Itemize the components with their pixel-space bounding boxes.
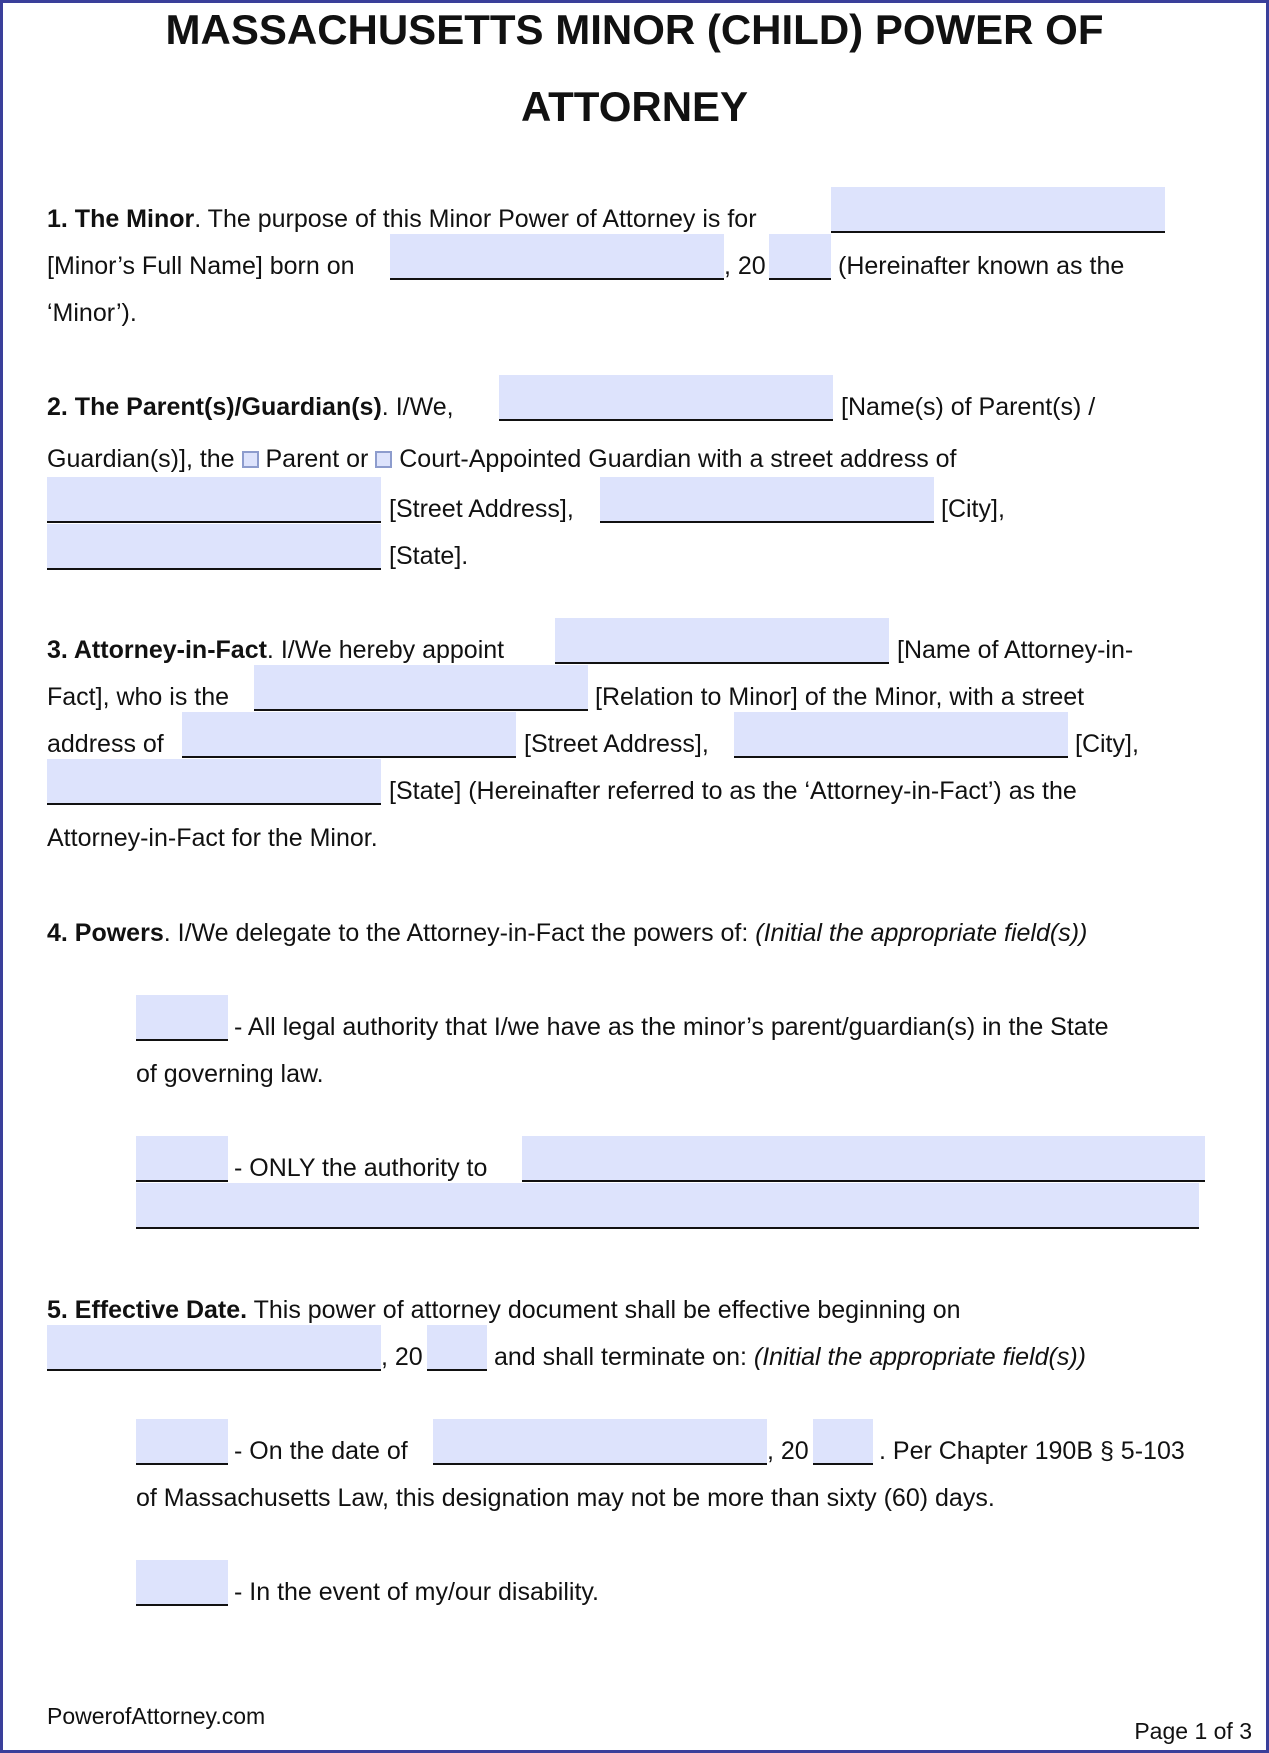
- section-5-instruction: (Initial the appropriate field(s)): [753, 1343, 1086, 1371]
- section-2-heading: 2. The Parent(s)/Guardian(s): [47, 393, 382, 421]
- section-1-line-2c: (Hereinafter known as the: [838, 252, 1125, 280]
- initial-termination-disability-field[interactable]: [136, 1560, 228, 1606]
- section-3-line-2a: Fact], who is the: [47, 683, 230, 711]
- termination-option-date-label: - On the date of: [234, 1437, 408, 1465]
- relation-to-minor-field[interactable]: [254, 665, 588, 711]
- section-2-line-1b: [Name(s) of Parent(s) /: [841, 393, 1096, 421]
- attorney-city-field[interactable]: [734, 712, 1068, 758]
- section-1-line-1: 1. The Minor. The purpose of this Minor Power of Attorney is for: [47, 205, 757, 233]
- document-title-line-1: MASSACHUSETTS MINOR (CHILD) POWER OF: [165, 6, 1104, 53]
- minor-birth-year-field[interactable]: [769, 234, 831, 280]
- termination-option-date-chapter: . Per Chapter 190B § 5-103: [879, 1437, 1185, 1465]
- attorney-street-address-field[interactable]: [182, 712, 516, 758]
- section-3-line-3b: [Street Address],: [524, 730, 709, 758]
- initial-termination-date-field[interactable]: [136, 1419, 228, 1465]
- section-5-line-2b: and shall terminate on: (Initial the appropriate field(s)): [494, 1343, 1086, 1371]
- section-3-line-1a: 3. Attorney-in-Fact. I/We hereby appoint: [47, 636, 505, 664]
- limited-authority-field-2[interactable]: [136, 1183, 1199, 1229]
- section-5-line-1: 5. Effective Date. This power of attorney document shall be effective beginning on: [47, 1296, 961, 1324]
- termination-year-field[interactable]: [813, 1419, 873, 1465]
- section-3-line-2b: [Relation to Minor] of the Minor, with a street: [595, 683, 1085, 711]
- section-3-line-1b: [Name of Attorney-in-: [897, 636, 1134, 664]
- attorney-name-field[interactable]: [555, 618, 889, 664]
- limited-authority-field-1[interactable]: [522, 1136, 1205, 1182]
- power-option-all-line-2: of governing law.: [136, 1060, 324, 1088]
- court-appointed-guardian-checkbox[interactable]: [375, 451, 392, 468]
- minor-full-name-field[interactable]: [831, 187, 1165, 233]
- power-option-all-line-1: - All legal authority that I/we have as the minor’s parent/guardian(s) in the State: [234, 1013, 1109, 1041]
- termination-option-disability-label: - In the event of my/our disability.: [234, 1578, 599, 1606]
- section-5-heading: 5. Effective Date.: [47, 1296, 248, 1324]
- termination-option-date-line-2: of Massachusetts Law, this designation may not be more than sixty (60) days.: [136, 1484, 995, 1512]
- initial-limited-authority-field[interactable]: [136, 1136, 228, 1182]
- parent-city-field[interactable]: [600, 477, 934, 523]
- attorney-state-field[interactable]: [47, 759, 381, 805]
- section-1-heading: 1. The Minor: [47, 205, 195, 233]
- parent-names-field[interactable]: [499, 375, 833, 421]
- parent-state-field[interactable]: [47, 524, 381, 570]
- section-3-line-3a: address of: [47, 730, 164, 758]
- section-2-line-1a: 2. The Parent(s)/Guardian(s). I/We,: [47, 393, 454, 421]
- initial-all-authority-field[interactable]: [136, 995, 228, 1041]
- effective-year-field[interactable]: [427, 1325, 487, 1371]
- termination-option-date-20: , 20: [767, 1437, 809, 1465]
- section-3-line-3c: [City],: [1075, 730, 1139, 758]
- document-title-line-2: ATTORNEY: [520, 83, 749, 130]
- section-4-heading: 4. Powers: [47, 919, 164, 947]
- footer-page-number: Page 1 of 3: [1134, 1718, 1252, 1744]
- section-1-line-2b: , 20: [724, 252, 766, 280]
- section-2-line-3a: [Street Address],: [389, 495, 574, 523]
- section-1-line-2a: [Minor’s Full Name] born on: [47, 252, 355, 280]
- section-2-line-3b: [City],: [941, 495, 1005, 523]
- termination-date-field[interactable]: [433, 1419, 767, 1465]
- footer-site-name: PowerofAttorney.com: [47, 1703, 266, 1729]
- section-4-instruction: (Initial the appropriate field(s)): [755, 919, 1088, 947]
- section-4-line-1: 4. Powers. I/We delegate to the Attorney-in-Fact the powers of: (Initial the appropriate field(s)): [47, 919, 1088, 947]
- section-3-line-5: Attorney-in-Fact for the Minor.: [47, 824, 378, 852]
- section-2-line-2: Guardian(s)], the Parent or Court-Appointed Guardian with a street address of: [47, 445, 957, 473]
- parent-street-address-field[interactable]: [47, 477, 381, 523]
- section-5-line-2a: , 20: [381, 1343, 423, 1371]
- section-1-line-3: ‘Minor’).: [47, 299, 137, 327]
- section-3-line-4: [State] (Hereinafter referred to as the ‘Attorney-in-Fact’) as the: [389, 777, 1077, 805]
- parent-checkbox[interactable]: [242, 451, 259, 468]
- section-3-heading: 3. Attorney-in-Fact: [47, 636, 267, 664]
- section-2-line-4: [State].: [389, 542, 469, 570]
- effective-date-field[interactable]: [47, 1325, 381, 1371]
- minor-birth-date-field[interactable]: [390, 234, 724, 280]
- power-option-limited-label: - ONLY the authority to: [234, 1154, 488, 1182]
